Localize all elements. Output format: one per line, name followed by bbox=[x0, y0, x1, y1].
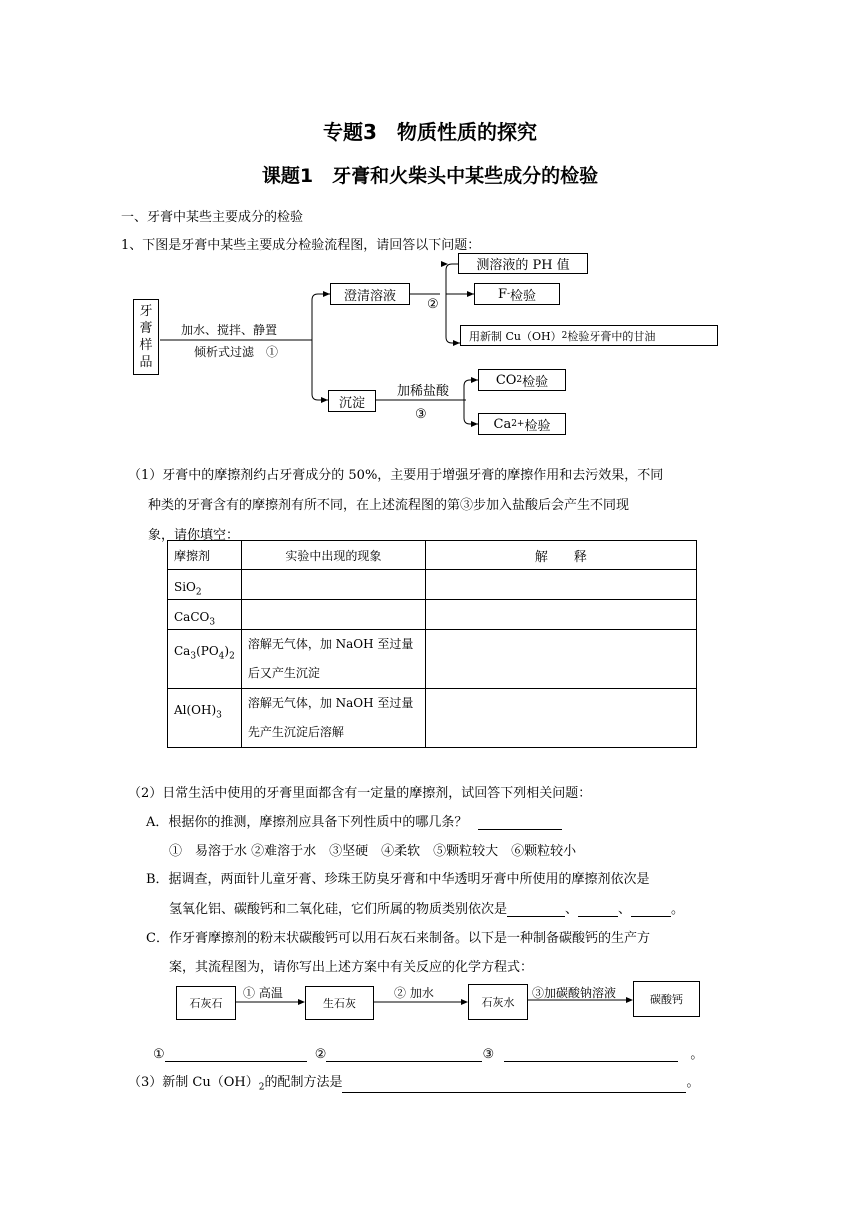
question-2a-text: A．根据你的推测，摩擦剂应具备下列性质中的哪几条？ bbox=[146, 815, 468, 830]
question-2a-options: ① 易溶于水 ②难溶于水 ③坚硬 ④柔软 ⑤颗粒较大 ⑥颗粒较小 bbox=[169, 844, 577, 859]
precipitate-box: 沉淀 bbox=[328, 390, 376, 412]
phenomenon-line: 先产生沉淀后溶解 bbox=[247, 725, 344, 739]
separator: 、 bbox=[618, 902, 632, 917]
question-2b-text: 氢氧化铝、碳酸钙和二氧化硅，它们所属的物质类别依次是 bbox=[169, 902, 508, 917]
equation-marker: ③ bbox=[482, 1047, 495, 1062]
fluoride-text: F bbox=[497, 286, 507, 302]
answer-blank-eq2[interactable] bbox=[326, 1047, 482, 1062]
table-header: 解 释 bbox=[425, 541, 696, 570]
question-2c-line-2: 案，其流程图为，请你写出上述方案中有关反应的化学方程式： bbox=[169, 960, 534, 975]
agent-formula: SiO bbox=[174, 579, 196, 594]
period: 。 bbox=[671, 902, 685, 917]
glycerol-sub: 2 bbox=[561, 330, 568, 341]
limewater-box: 石灰水 bbox=[468, 984, 528, 1020]
period: 。 bbox=[686, 1075, 700, 1090]
co2-suffix: 检验 bbox=[522, 374, 549, 390]
agent-sub: 2 bbox=[229, 651, 235, 662]
phenomenon-line: 溶解无气体，加 NaOH 至过量 bbox=[247, 637, 414, 651]
equation-marker: ② bbox=[314, 1047, 327, 1062]
agent-formula-end: ) bbox=[224, 644, 230, 658]
step3-marker: ③ bbox=[415, 407, 427, 422]
limestone-box: 石灰石 bbox=[176, 986, 236, 1020]
agent-sub: 3 bbox=[209, 617, 216, 627]
page-title: 专题3 物质性质的探究 bbox=[323, 120, 537, 144]
question-3-suffix: 的配制方法是 bbox=[264, 1075, 343, 1090]
quicklime-box: 生石灰 bbox=[305, 986, 374, 1020]
question-3-text: （3）新制 Cu（OH） bbox=[128, 1075, 259, 1090]
answer-blank-3[interactable] bbox=[342, 1078, 686, 1093]
step-add-water-label: ② 加水 bbox=[394, 986, 434, 1000]
step-add-sodium-carbonate-label: ③加碳酸钠溶液 bbox=[532, 986, 617, 1000]
sample-char: 牙 bbox=[139, 304, 153, 319]
question-3 bbox=[128, 1071, 699, 1093]
agent-formula: Al(OH) bbox=[174, 703, 217, 717]
co2-text: CO bbox=[495, 372, 517, 388]
fluoride-suffix: 检验 bbox=[510, 288, 537, 304]
page-subtitle: 课题1 牙膏和火柴头中某些成分的检验 bbox=[261, 165, 599, 187]
ph-test-box: 测溶液的 PH 值 bbox=[458, 253, 588, 274]
table-header: 摩擦剂 bbox=[168, 541, 242, 570]
sample-char: 样 bbox=[139, 338, 153, 353]
paragraph-2-intro: （2）日常生活中使用的牙膏里面都含有一定量的摩擦剂，试回答下列相关问题： bbox=[128, 786, 592, 801]
answer-blank-eq1[interactable] bbox=[165, 1047, 307, 1062]
clear-solution-box: 澄清溶液 bbox=[330, 283, 410, 305]
glycerol-suffix: 检验牙膏中的甘油 bbox=[567, 329, 656, 343]
step2-marker: ② bbox=[427, 297, 439, 312]
step1-label: 加水、搅拌、静置 bbox=[181, 323, 278, 337]
step1-sublabel: 倾析式过滤 ① bbox=[194, 345, 279, 359]
paragraph-1-line-3: 象，请你填空： bbox=[148, 528, 240, 543]
paragraph-1-line-2: 种类的牙膏含有的摩擦剂有所不同，在上述流程图的第③步加入盐酸后会产生不同现 bbox=[148, 498, 630, 513]
calcium-carbonate-box: 碳酸钙 bbox=[633, 981, 700, 1017]
sample-char: 膏 bbox=[139, 321, 153, 336]
agent-formula-mid: (PO bbox=[196, 644, 219, 658]
answer-blank-eq3[interactable] bbox=[504, 1047, 678, 1062]
agent-sub: 2 bbox=[195, 587, 202, 597]
acid-label: 加稀盐酸 bbox=[397, 384, 450, 399]
agent-sub: 3 bbox=[190, 651, 197, 662]
calcium-suffix: 检验 bbox=[524, 418, 551, 434]
step-high-temp-label: ① 高温 bbox=[243, 986, 283, 1000]
sample-char: 品 bbox=[139, 355, 153, 370]
phenomenon-line: 溶解无气体，加 NaOH 至过量 bbox=[247, 696, 414, 710]
separator: 、 bbox=[565, 902, 579, 917]
table-header: 实验中出现的现象 bbox=[241, 541, 425, 570]
section-heading: 一、牙膏中某些主要成分的检验 bbox=[121, 210, 304, 225]
agent-sub: 4 bbox=[218, 651, 225, 662]
period: 。 bbox=[690, 1047, 704, 1062]
equation-marker: ① bbox=[153, 1047, 165, 1062]
calcium-charge: 2+ bbox=[511, 419, 525, 429]
phenomenon-line: 后又产生沉淀 bbox=[247, 666, 320, 680]
calcium-text: Ca bbox=[493, 416, 512, 432]
question-3-sub: 2 bbox=[258, 1082, 265, 1093]
question-2b-line-1: B．据调查，两面针儿童牙膏、珍珠王防臭牙膏和中华透明牙膏中所使用的摩擦剂依次是 bbox=[146, 872, 650, 887]
question-1: 1、下图是牙膏中某些主要成分检验流程图，请回答以下问题： bbox=[121, 238, 481, 253]
fluoride-charge: - bbox=[506, 289, 511, 299]
agent-sub: 3 bbox=[216, 710, 222, 721]
co2-sub: 2 bbox=[516, 375, 523, 385]
equation-answers bbox=[153, 1043, 703, 1062]
agent-formula: CaCO bbox=[174, 609, 210, 624]
glycerol-text: 用新制 Cu（OH） bbox=[469, 329, 562, 343]
paragraph-1-line-1: （1）牙膏中的摩擦剂约占牙膏成分的 50%，主要用于增强牙膏的摩擦作用和去污效果，不同 bbox=[128, 468, 664, 483]
agent-formula: Ca bbox=[174, 644, 191, 658]
question-2c-line-1: C．作牙膏摩擦剂的粉末状碳酸钙可以用石灰石来制备。以下是一种制备碳酸钙的生产方 bbox=[146, 931, 650, 946]
